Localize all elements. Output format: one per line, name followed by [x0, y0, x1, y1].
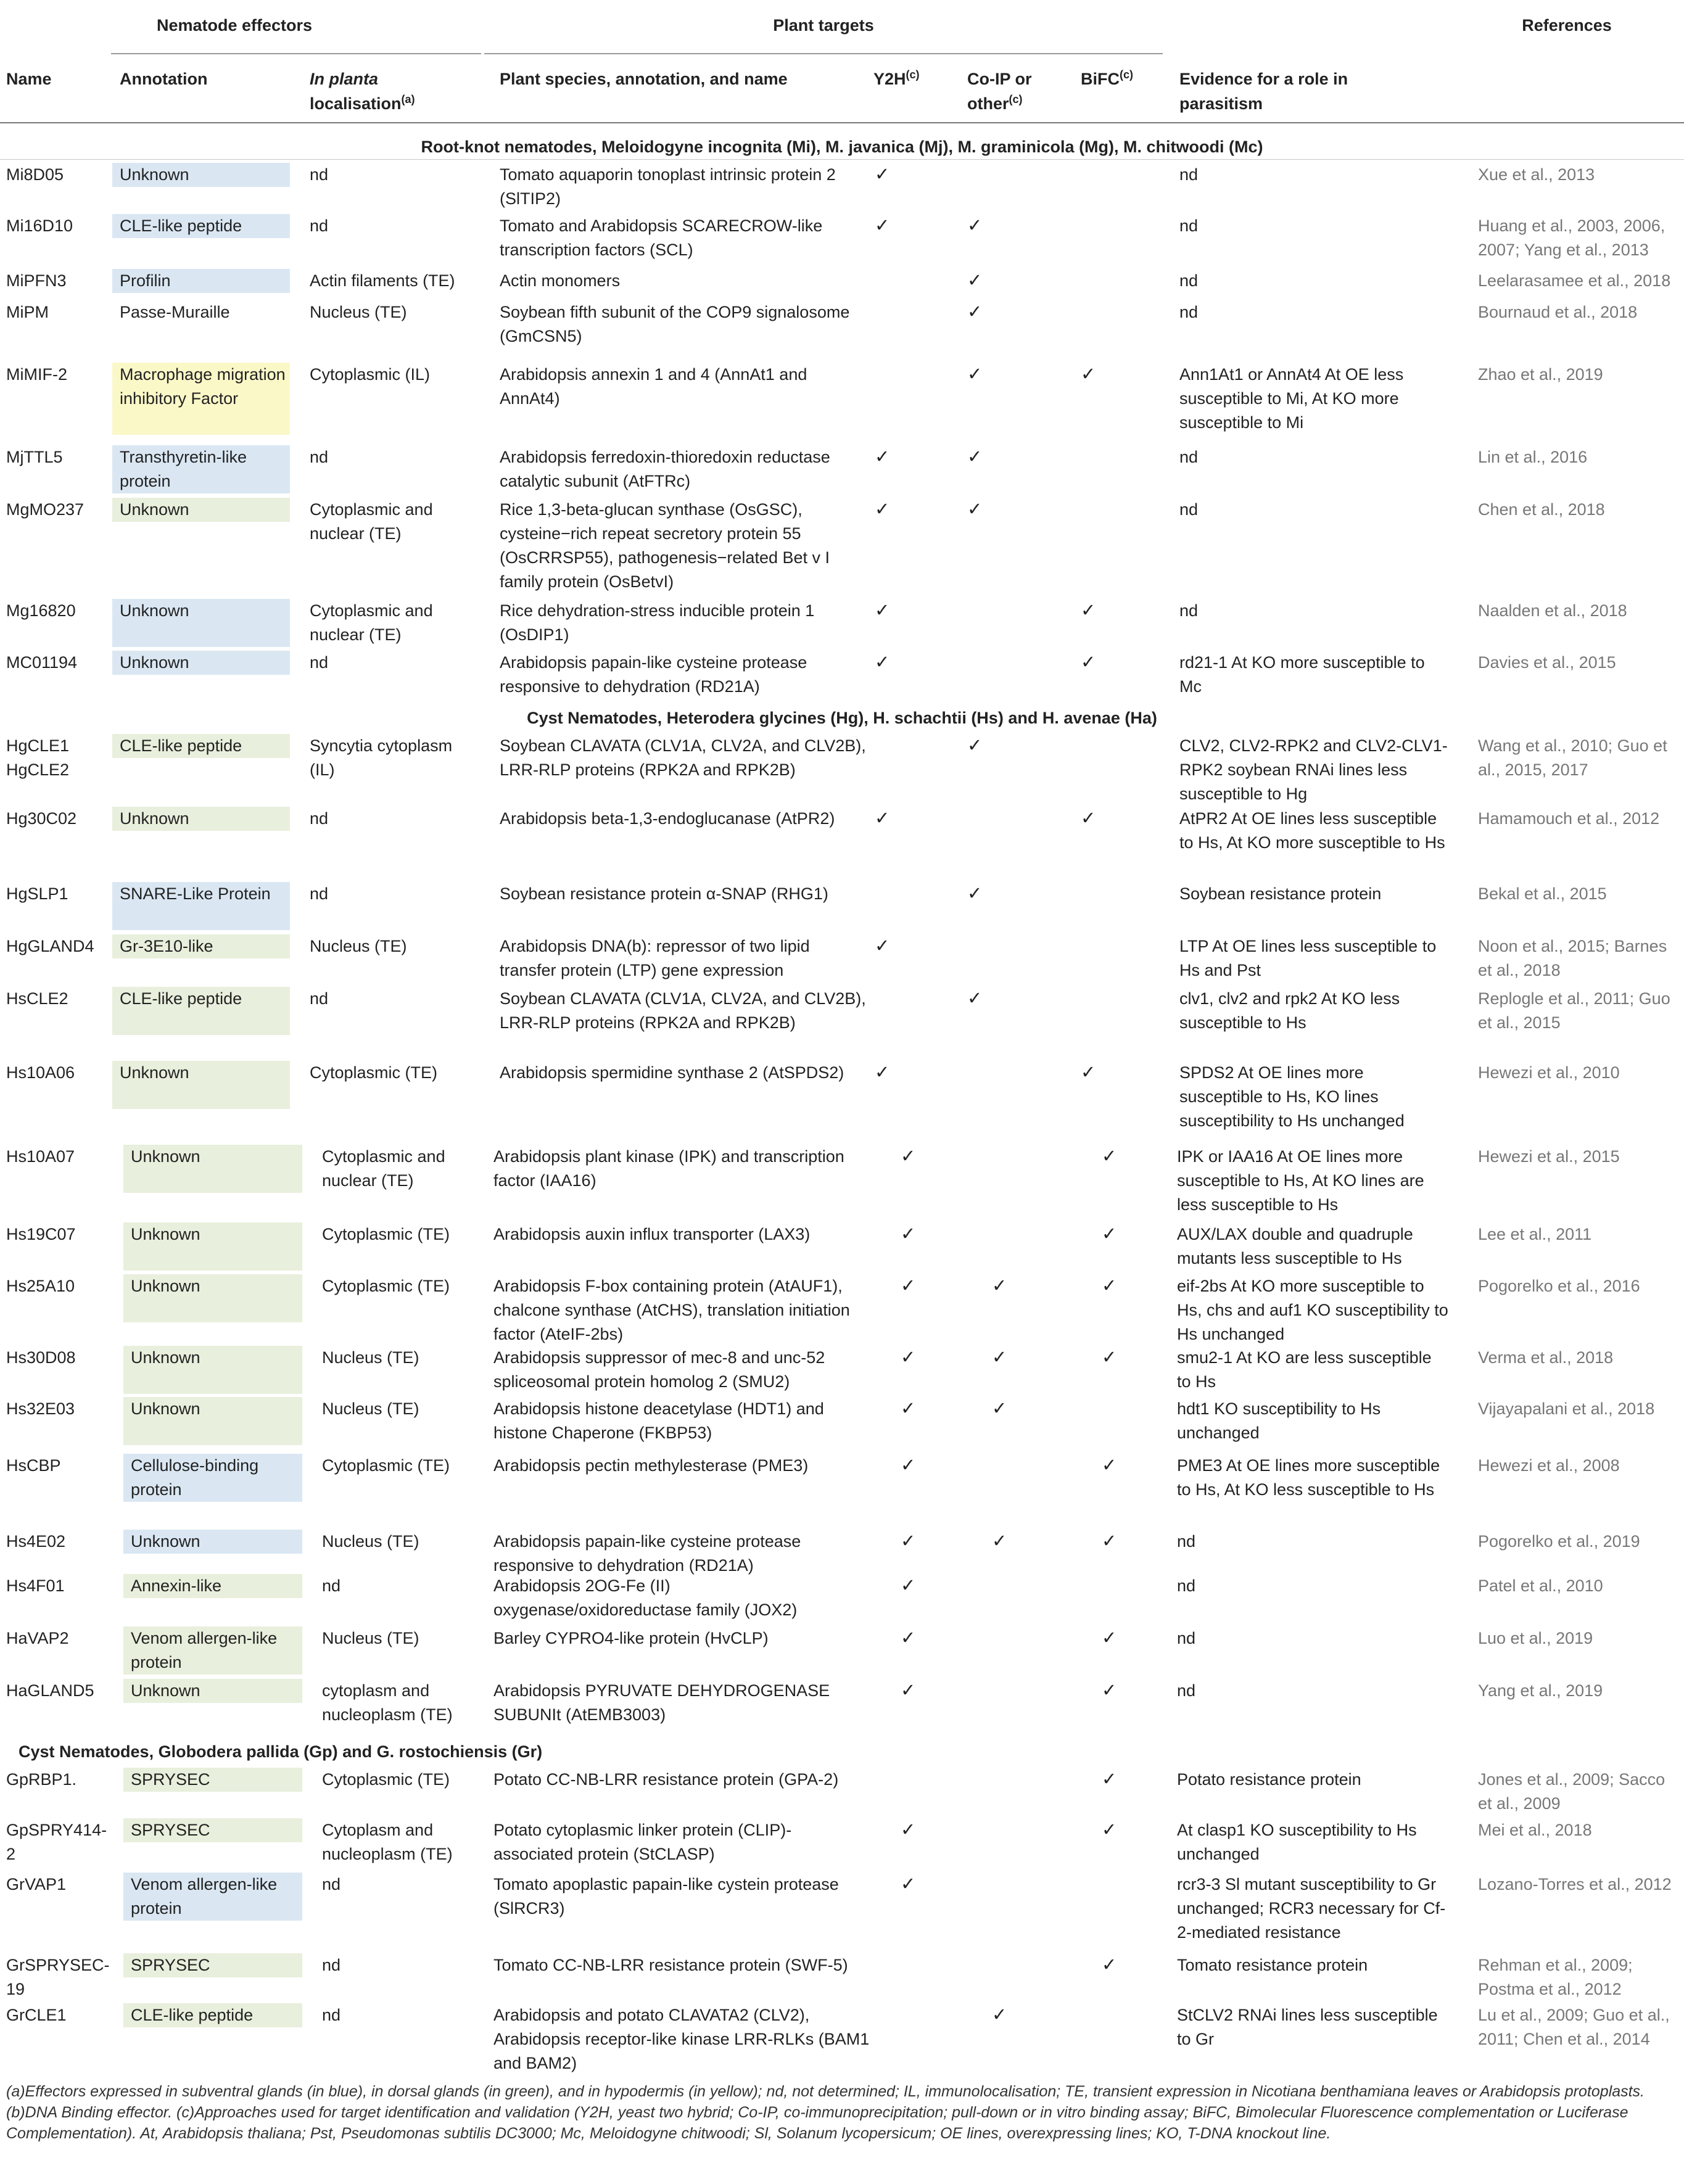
effector-annotation: CLE-like peptide	[112, 734, 290, 758]
references: Hewezi et al., 2010	[1478, 1063, 1620, 1082]
references: Lee et al., 2011	[1478, 1225, 1592, 1243]
effector-name: HsCBP	[6, 1456, 61, 1475]
col-species: Plant species, annotation, and name	[500, 70, 788, 88]
in-planta-localisation: Nucleus (TE)	[310, 937, 407, 955]
col-coip	[967, 67, 1032, 116]
plant-target-species: Arabidopsis suppressor of mec-8 and unc-52 spliceosomal protein homolog 2 (SMU2)	[493, 1348, 825, 1391]
plant-target-species: Barley CYPRO4-like protein (HvCLP)	[493, 1629, 769, 1647]
in-planta-localisation: Actin filaments (TE)	[310, 271, 455, 290]
table-row	[0, 1274, 1684, 1342]
parasitism-evidence: nd	[1179, 448, 1199, 466]
col-localisation-line2: localisation	[310, 94, 402, 113]
references: Bekal et al., 2015	[1478, 884, 1607, 903]
effector-name: HgGLAND4	[6, 937, 94, 955]
effector-name: Hs30D08	[6, 1348, 76, 1367]
references: Lozano-Torres et al., 2012	[1478, 1875, 1672, 1893]
bifc-check: ✓	[1102, 1681, 1117, 1700]
table-row	[0, 363, 1684, 440]
col-evidence-line2: parasitism	[1179, 94, 1263, 113]
in-planta-localisation: Cytoplasm and nucleoplasm (TE)	[322, 1821, 453, 1863]
group-title-cyst-globodera: Cyst Nematodes, Globodera pallida (Gp) and G. rostochiensis (Gr)	[19, 1742, 543, 1761]
plant-target-species: Rice 1,3-beta-glucan synthase (OsGSC), cysteine−rich repeat secretory protein 55 (OsCRRSP55), pathogenesis−related Bet v I family protein (OsBetvI)	[500, 500, 830, 591]
y2h-check: ✓	[901, 1820, 916, 1840]
in-planta-localisation: Cytoplasmic (TE)	[322, 1277, 450, 1295]
parasitism-evidence: nd	[1179, 303, 1199, 321]
effector-annotation: Unknown	[123, 1346, 302, 1394]
references: Mei et al., 2018	[1478, 1821, 1592, 1839]
plant-target-species: Arabidopsis PYRUVATE DEHYDROGENASE SUBUNIt (AtEMB3003)	[493, 1681, 830, 1724]
plant-target-species: Soybean CLAVATA (CLV1A, CLV2A, and CLV2B), LRR-RLP proteins (RPK2A and RPK2B)	[500, 736, 866, 779]
plant-target-species: Soybean CLAVATA (CLV1A, CLV2A, and CLV2B), LRR-RLP proteins (RPK2A and RPK2B)	[500, 989, 866, 1032]
table-row	[0, 651, 1684, 701]
effector-annotation: SPRYSEC	[123, 1818, 302, 1842]
in-planta-localisation: Nucleus (TE)	[322, 1532, 419, 1551]
y2h-check: ✓	[875, 447, 890, 467]
effector-annotation: SPRYSEC	[123, 1953, 302, 1977]
plant-target-species: Soybean resistance protein α-SNAP (RHG1)	[500, 884, 828, 903]
in-planta-localisation: Nucleus (TE)	[310, 303, 407, 321]
references: Vijayapalani et al., 2018	[1478, 1399, 1655, 1418]
references: Noon et al., 2015; Barnes et al., 2018	[1478, 937, 1667, 979]
effector-name: MjTTL5	[6, 448, 63, 466]
coip-check: ✓	[967, 447, 983, 467]
coip-check: ✓	[992, 2005, 1007, 2025]
effector-name: HaGLAND5	[6, 1681, 94, 1700]
effector-name: MiMIF-2	[6, 365, 67, 384]
effector-annotation: Unknown	[112, 1061, 290, 1109]
in-planta-localisation: Nucleus (TE)	[322, 1629, 419, 1647]
in-planta-localisation: nd	[310, 884, 329, 903]
references: Yang et al., 2019	[1478, 1681, 1603, 1700]
effector-annotation: Macrophage migration inhibitory Factor	[112, 363, 290, 435]
parasitism-evidence: rd21-1 At KO more susceptible to Mc	[1179, 653, 1425, 696]
header-bottom-rule	[0, 122, 1684, 123]
col-localisation	[310, 67, 415, 116]
y2h-check: ✓	[875, 936, 890, 956]
table-row	[0, 1768, 1684, 1816]
y2h-check: ✓	[901, 1531, 916, 1551]
parasitism-evidence: IPK or IAA16 At OE lines more susceptible to Hs, At KO lines are less susceptible to Hs	[1177, 1147, 1424, 1214]
parasitism-evidence: At clasp1 KO susceptibility to Hs unchanged	[1177, 1821, 1417, 1863]
header-underline-effectors	[111, 53, 481, 54]
plant-target-species: Arabidopsis F-box containing protein (AtAUF1), chalcone synthase (AtCHS), translation initiation factor (AteIF-2bs)	[493, 1277, 850, 1343]
col-y2h-label: Y2H	[873, 70, 906, 88]
effector-annotation: Unknown	[112, 807, 290, 831]
parasitism-evidence: nd	[1177, 1681, 1196, 1700]
y2h-check: ✓	[901, 1456, 916, 1475]
coip-check: ✓	[967, 365, 983, 384]
y2h-check: ✓	[901, 1147, 916, 1166]
col-localisation-line1: In planta	[310, 70, 379, 88]
y2h-check: ✓	[875, 809, 890, 828]
plant-target-species: Arabidopsis histone deacetylase (HDT1) and histone Chaperone (FKBP53)	[493, 1399, 824, 1442]
plant-target-species: Tomato apoplastic papain-like cystein protease (SlRCR3)	[493, 1875, 839, 1918]
effector-annotation: Passe-Muraille	[120, 303, 230, 321]
col-coip-line2: other	[967, 94, 1009, 113]
bifc-check: ✓	[1081, 809, 1096, 828]
in-planta-localisation: Cytoplasmic and nuclear (TE)	[322, 1147, 445, 1190]
plant-target-species: Arabidopsis 2OG-Fe (II) oxygenase/oxidoreductase family (JOX2)	[493, 1576, 798, 1619]
bifc-check: ✓	[1102, 1147, 1117, 1166]
effector-annotation: Profilin	[112, 269, 290, 293]
references: Xue et al., 2013	[1478, 165, 1595, 184]
parasitism-evidence: Tomato resistance protein	[1177, 1956, 1368, 1974]
plant-target-species: Actin monomers	[500, 271, 621, 290]
col-name: Name	[6, 70, 52, 88]
bifc-check: ✓	[1102, 1276, 1117, 1296]
references: Pogorelko et al., 2016	[1478, 1277, 1640, 1295]
parasitism-evidence: AUX/LAX double and quadruple mutants less susceptible to Hs	[1177, 1225, 1413, 1267]
in-planta-localisation: Cytoplasmic (IL)	[310, 365, 431, 384]
effector-name: GrVAP1	[6, 1875, 67, 1893]
in-planta-localisation: nd	[310, 216, 329, 235]
bifc-check: ✓	[1102, 1531, 1117, 1551]
table-row	[0, 445, 1684, 493]
in-planta-localisation: Cytoplasmic (TE)	[322, 1225, 450, 1243]
parasitism-evidence: nd	[1179, 500, 1199, 519]
table-row	[0, 1679, 1684, 1727]
parasitism-evidence: nd	[1179, 601, 1199, 620]
effector-name: MC01194	[6, 653, 78, 672]
effector-name: MgMO237	[6, 500, 85, 519]
plant-target-species: Tomato aquaporin tonoplast intrinsic protein 2 (SlTIP2)	[500, 165, 836, 208]
effector-name: GpRBP1.	[6, 1770, 77, 1789]
effector-name: Hs25A10	[6, 1277, 75, 1295]
y2h-check: ✓	[901, 1576, 916, 1596]
coip-check: ✓	[967, 216, 983, 236]
effector-annotation: CLE-like peptide	[123, 2003, 302, 2027]
effector-annotation: Unknown	[123, 1679, 302, 1703]
table-row	[0, 1953, 1684, 2001]
table-row	[0, 1454, 1684, 1527]
in-planta-localisation: nd	[310, 809, 329, 828]
col-bifc-sup: (c)	[1120, 68, 1133, 81]
plant-target-species: Arabidopsis annexin 1 and 4 (AnnAt1 and AnnAt4)	[500, 365, 807, 408]
parasitism-evidence: eif-2bs At KO more susceptible to Hs, chs and auf1 KO susceptibility to Hs unchanged	[1177, 1277, 1448, 1343]
effector-annotation: Unknown	[123, 1145, 302, 1193]
effector-annotation: Annexin-like	[123, 1574, 302, 1598]
y2h-check: ✓	[901, 1276, 916, 1296]
table-row	[0, 1530, 1684, 1575]
effector-name: Hs4E02	[6, 1532, 66, 1551]
effector-name: Hs19C07	[6, 1225, 76, 1243]
bifc-check: ✓	[1081, 1063, 1096, 1082]
table-row	[0, 882, 1684, 930]
table-row	[0, 1574, 1684, 1622]
table-row	[0, 1873, 1684, 1949]
effector-name: GpSPRY414-2	[6, 1821, 107, 1863]
effector-name: Hs32E03	[6, 1399, 75, 1418]
bifc-check: ✓	[1081, 653, 1096, 672]
in-planta-localisation: nd	[322, 1875, 341, 1893]
table-row	[0, 934, 1684, 983]
coip-check: ✓	[967, 271, 983, 291]
table-row	[0, 1222, 1684, 1271]
effector-annotation: Unknown	[123, 1222, 302, 1271]
effector-name: Mi8D05	[6, 165, 64, 184]
y2h-check: ✓	[875, 1063, 890, 1082]
effector-annotation: SNARE-Like Protein	[112, 882, 290, 930]
effector-name: GrCLE1	[6, 2006, 67, 2024]
references: Zhao et al., 2019	[1478, 365, 1603, 384]
effector-annotation: Venom allergen-like protein	[123, 1873, 302, 1921]
col-y2h-sup: (c)	[906, 68, 920, 81]
effector-name: Hs10A06	[6, 1063, 75, 1082]
references: Wang et al., 2010; Guo et al., 2015, 2017	[1478, 736, 1667, 779]
parasitism-evidence: clv1, clv2 and rpk2 At KO less susceptible to Hs	[1179, 989, 1400, 1032]
parasitism-evidence: hdt1 KO susceptibility to Hs unchanged	[1177, 1399, 1381, 1442]
y2h-check: ✓	[875, 653, 890, 672]
plant-target-species: Tomato and Arabidopsis SCARECROW-like transcription factors (SCL)	[500, 216, 823, 259]
effector-name: HaVAP2	[6, 1629, 69, 1647]
references: Lin et al., 2016	[1478, 448, 1588, 466]
coip-check: ✓	[967, 500, 983, 519]
effector-name: GrSPRYSEC-19	[6, 1956, 110, 1998]
bifc-check: ✓	[1102, 1770, 1117, 1789]
effector-annotation: Gr-3E10-like	[112, 934, 290, 958]
plant-target-species: Arabidopsis auxin influx transporter (LAX3)	[493, 1225, 811, 1243]
bifc-check: ✓	[1102, 1820, 1117, 1840]
effector-annotation: Unknown	[112, 498, 290, 522]
in-planta-localisation: nd	[310, 653, 329, 672]
effector-annotation: Unknown	[123, 1274, 302, 1322]
parasitism-evidence: CLV2, CLV2-RPK2 and CLV2-CLV1-RPK2 soybean RNAi lines less susceptible to Hg	[1179, 736, 1448, 803]
references: Naalden et al., 2018	[1478, 601, 1627, 620]
effector-annotation: Transthyretin-like protein	[112, 445, 290, 493]
effector-annotation: Unknown	[123, 1530, 302, 1554]
references: Hewezi et al., 2015	[1478, 1147, 1620, 1166]
table-row	[0, 1818, 1684, 1869]
table-row	[0, 269, 1684, 299]
parasitism-evidence: Ann1At1 or AnnAt4 At OE less susceptible to Mi, At KO more susceptible to Mi	[1179, 365, 1404, 432]
parasitism-evidence: Potato resistance protein	[1177, 1770, 1361, 1789]
in-planta-localisation: nd	[322, 1956, 341, 1974]
in-planta-localisation: Syncytia cytoplasm (IL)	[310, 736, 453, 779]
plant-target-species: Arabidopsis plant kinase (IPK) and transcription factor (IAA16)	[493, 1147, 844, 1190]
col-y2h	[873, 67, 920, 91]
row-divider	[0, 159, 1684, 160]
y2h-check: ✓	[875, 601, 890, 620]
plant-target-species: Tomato CC-NB-LRR resistance protein (SWF-5)	[493, 1956, 848, 1974]
coip-check: ✓	[992, 1276, 1007, 1296]
y2h-check: ✓	[875, 216, 890, 236]
header-plant-targets: Plant targets	[773, 16, 874, 35]
effector-name: MiPM	[6, 303, 49, 321]
group-title-root-knot: Root-knot nematodes, Meloidogyne incognita (Mi), M. javanica (Mj), M. graminicola (Mg), M. chitwoodi (Mc)	[421, 138, 1263, 156]
header-references: References	[1522, 16, 1612, 35]
effector-name: Hs10A07	[6, 1147, 75, 1166]
plant-target-species: Potato CC-NB-LRR resistance protein (GPA-2)	[493, 1770, 839, 1789]
table-row	[0, 1346, 1684, 1394]
bifc-check: ✓	[1102, 1628, 1117, 1648]
in-planta-localisation: Cytoplasmic (TE)	[310, 1063, 438, 1082]
references: Rehman et al., 2009; Postma et al., 2012	[1478, 1956, 1633, 1998]
y2h-check: ✓	[901, 1399, 916, 1419]
col-evidence-line1: Evidence for a role in	[1179, 70, 1348, 88]
bifc-check: ✓	[1102, 1348, 1117, 1367]
effector-annotation: CLE-like peptide	[112, 214, 290, 238]
col-evidence	[1179, 67, 1348, 116]
plant-target-species: Arabidopsis spermidine synthase 2 (AtSPDS2)	[500, 1063, 844, 1082]
plant-target-species: Arabidopsis papain-like cysteine protease responsive to dehydration (RD21A)	[500, 653, 807, 696]
bifc-check: ✓	[1102, 1456, 1117, 1475]
parasitism-evidence: SPDS2 At OE lines more susceptible to Hs, KO lines susceptibility to Hs unchanged	[1179, 1063, 1405, 1130]
in-planta-localisation: nd	[322, 2006, 341, 2024]
plant-target-species: Arabidopsis pectin methylesterase (PME3)	[493, 1456, 809, 1475]
parasitism-evidence: LTP At OE lines less susceptible to Hs and Pst	[1179, 937, 1437, 979]
effector-annotation: Cellulose-binding protein	[123, 1454, 302, 1502]
table-row	[0, 2003, 1684, 2080]
y2h-check: ✓	[901, 1224, 916, 1244]
in-planta-localisation: nd	[310, 989, 329, 1008]
table-row	[0, 1626, 1684, 1675]
coip-check: ✓	[992, 1399, 1007, 1419]
col-annotation: Annotation	[120, 70, 208, 88]
in-planta-localisation: Cytoplasmic (TE)	[322, 1770, 450, 1789]
table-row	[0, 807, 1684, 881]
group-title-cyst-heterodera: Cyst Nematodes, Heterodera glycines (Hg), H. schachtii (Hs) and H. avenae (Ha)	[527, 709, 1157, 727]
parasitism-evidence: AtPR2 At OE lines less susceptible to Hs, At KO more susceptible to Hs	[1179, 809, 1445, 852]
table-row	[0, 599, 1684, 647]
plant-target-species: Rice dehydration-stress inducible protein 1 (OsDIP1)	[500, 601, 815, 644]
effector-annotation: Unknown	[112, 651, 290, 675]
coip-check: ✓	[967, 302, 983, 322]
y2h-check: ✓	[875, 500, 890, 519]
table-row	[0, 1061, 1684, 1140]
effector-annotation: SPRYSEC	[123, 1768, 302, 1792]
parasitism-evidence: StCLV2 RNAi lines less susceptible to Gr	[1177, 2006, 1438, 2048]
effector-name: HsCLE2	[6, 989, 68, 1008]
in-planta-localisation: nd	[322, 1576, 341, 1595]
references: Davies et al., 2015	[1478, 653, 1616, 672]
col-coip-sup: (c)	[1009, 93, 1023, 105]
table-row	[0, 734, 1684, 804]
y2h-check: ✓	[901, 1681, 916, 1700]
coip-check: ✓	[967, 884, 983, 904]
coip-check: ✓	[992, 1531, 1007, 1551]
effector-annotation: Unknown	[123, 1397, 302, 1445]
y2h-check: ✓	[901, 1874, 916, 1894]
col-bifc-label: BiFC	[1081, 70, 1120, 88]
y2h-check: ✓	[901, 1348, 916, 1367]
coip-check: ✓	[967, 736, 983, 756]
references: Pogorelko et al., 2019	[1478, 1532, 1640, 1551]
references: Lu et al., 2009; Guo et al., 2011; Chen et al., 2014	[1478, 2006, 1670, 2048]
bifc-check: ✓	[1081, 601, 1096, 620]
table-row	[0, 163, 1684, 211]
coip-check: ✓	[992, 1348, 1007, 1367]
plant-target-species: Arabidopsis and potato CLAVATA2 (CLV2), Arabidopsis receptor-like kinase LRR-RLKs (BAM1 and BAM2)	[493, 2006, 870, 2072]
in-planta-localisation: nd	[310, 165, 329, 184]
parasitism-evidence: smu2-1 At KO are less susceptible to Hs	[1177, 1348, 1432, 1391]
parasitism-evidence: nd	[1179, 216, 1199, 235]
references: Verma et al., 2018	[1478, 1348, 1614, 1367]
parasitism-evidence: PME3 At OE lines more susceptible to Hs, At KO less susceptible to Hs	[1177, 1456, 1440, 1499]
parasitism-evidence: nd	[1179, 271, 1199, 290]
plant-target-species: Arabidopsis DNA(b): repressor of two lipid transfer protein (LTP) gene expression	[500, 937, 810, 979]
effector-name: MiPFN3	[6, 271, 67, 290]
references: Luo et al., 2019	[1478, 1629, 1593, 1647]
plant-target-species: Soybean fifth subunit of the COP9 signalosome (GmCSN5)	[500, 303, 850, 345]
col-localisation-sup: (a)	[401, 93, 415, 105]
effector-annotation: Unknown	[112, 599, 290, 647]
table-row	[0, 498, 1684, 595]
col-coip-line1: Co-IP or	[967, 70, 1032, 88]
references: Hamamouch et al., 2012	[1478, 809, 1660, 828]
effector-name: Hs4F01	[6, 1576, 65, 1595]
effector-annotation: CLE-like peptide	[112, 987, 290, 1035]
y2h-check: ✓	[875, 165, 890, 184]
effector-name: Mi16D10	[6, 216, 73, 235]
in-planta-localisation: Nucleus (TE)	[322, 1348, 419, 1367]
in-planta-localisation: cytoplasm and nucleoplasm (TE)	[322, 1681, 453, 1724]
references: Replogle et al., 2011; Guo et al., 2015	[1478, 989, 1670, 1032]
bifc-check: ✓	[1102, 1224, 1117, 1244]
effector-name: Hg30C02	[6, 809, 77, 828]
plant-target-species: Arabidopsis papain-like cysteine protease responsive to dehydration (RD21A)	[493, 1532, 801, 1575]
table-row	[0, 300, 1684, 351]
references: Leelarasamee et al., 2018	[1478, 271, 1671, 290]
table-row	[0, 1397, 1684, 1450]
parasitism-evidence: rcr3-3 Sl mutant susceptibility to Gr unchanged; RCR3 necessary for Cf-2-mediated resistance	[1177, 1875, 1446, 1942]
references: Bournaud et al., 2018	[1478, 303, 1638, 321]
table-row	[0, 214, 1684, 262]
bifc-check: ✓	[1081, 365, 1096, 384]
plant-target-species: Arabidopsis beta-1,3-endoglucanase (AtPR2)	[500, 809, 835, 828]
plant-target-species: Potato cytoplasmic linker protein (CLIP)-associated protein (StCLASP)	[493, 1821, 792, 1863]
table-row	[0, 1145, 1684, 1218]
parasitism-evidence: nd	[1177, 1532, 1196, 1551]
effector-annotation: Unknown	[112, 163, 290, 187]
table-footnote: (a)Effectors expressed in subventral glands (in blue), in dorsal glands (in green), and in hypodermis (in yellow); nd, not determined; IL, immunolocalisation; TE, transient expression in Nicotiana benthamiana leaves or Arabidopsis protoplasts. (b)DNA Binding effector. (c)Approaches used for target identification and validation (Y2H, yeast two hybrid; Co-IP, co-immunoprecipitation; pull-down or in vitro binding assay; BiFC, Bimolecular Fluorescence complementation or Luciferase Complementation). At, Arabidopsis thaliana; Pst, Pseudomonas subtilis DC3000; Mc, Meloidogyne chitwoodi; Sl, Solanum lycopersicum; OE lines, overexpressing lines; KO, T-DNA knockout line.	[6, 2083, 1645, 2142]
effector-name: HgCLE1 HgCLE2	[6, 736, 70, 779]
references: Huang et al., 2003, 2006, 2007; Yang et al., 2013	[1478, 216, 1665, 259]
references: Hewezi et al., 2008	[1478, 1456, 1620, 1475]
references: Chen et al., 2018	[1478, 500, 1605, 519]
table-row	[0, 987, 1684, 1057]
parasitism-evidence: nd	[1177, 1629, 1196, 1647]
parasitism-evidence: nd	[1179, 165, 1199, 184]
coip-check: ✓	[967, 989, 983, 1008]
effector-name: Mg16820	[6, 601, 76, 620]
in-planta-localisation: Cytoplasmic and nuclear (TE)	[310, 601, 433, 644]
references: Patel et al., 2010	[1478, 1576, 1603, 1595]
in-planta-localisation: nd	[310, 448, 329, 466]
in-planta-localisation: Nucleus (TE)	[322, 1399, 419, 1418]
bifc-check: ✓	[1102, 1955, 1117, 1975]
plant-target-species: Arabidopsis ferredoxin-thioredoxin reductase catalytic subunit (AtFTRc)	[500, 448, 830, 490]
parasitism-evidence: nd	[1177, 1576, 1196, 1595]
effector-name: HgSLP1	[6, 884, 68, 903]
in-planta-localisation: Cytoplasmic and nuclear (TE)	[310, 500, 433, 543]
parasitism-evidence: Soybean resistance protein	[1179, 884, 1382, 903]
effector-annotation: Venom allergen-like protein	[123, 1626, 302, 1675]
in-planta-localisation: Cytoplasmic (TE)	[322, 1456, 450, 1475]
header-nematode-effectors: Nematode effectors	[156, 16, 313, 35]
references: Jones et al., 2009; Sacco et al., 2009	[1478, 1770, 1665, 1813]
col-bifc	[1081, 67, 1133, 91]
y2h-check: ✓	[901, 1628, 916, 1648]
header-underline-targets	[484, 53, 1163, 54]
